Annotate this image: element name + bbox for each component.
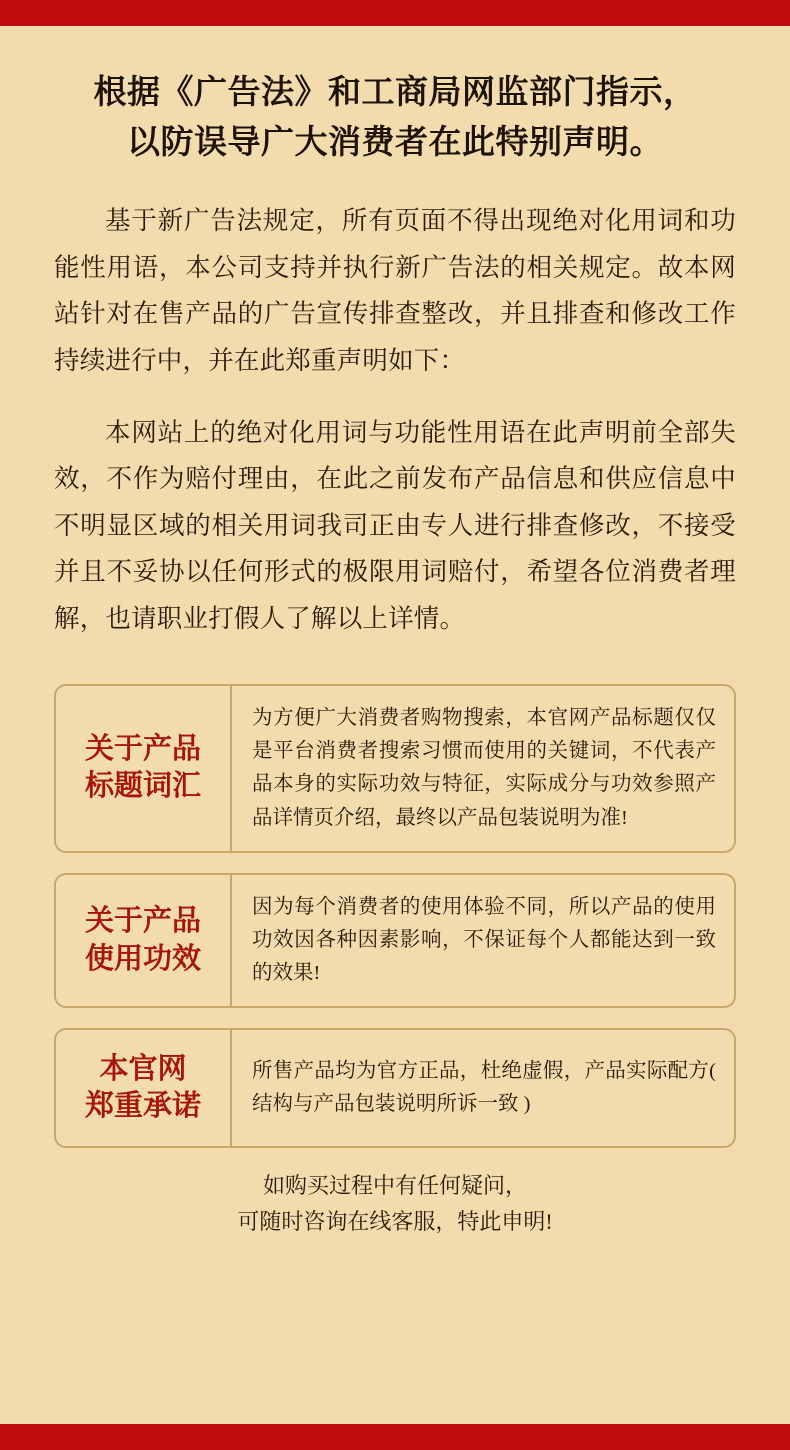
statement-card-list <box>54 684 736 1148</box>
card-title-line1: 关于产品 <box>84 732 201 765</box>
footer-note-line1: 如购买过程中有任何疑问， <box>262 1173 527 1199</box>
statement-paper <box>0 26 790 1424</box>
card-title <box>56 1030 232 1146</box>
card-title-line1: 关于产品 <box>84 904 201 937</box>
card-body-text: 为方便广大消费者购物搜索，本官网产品标题仅仅是平台消费者搜索习惯而使用的关键词，不代表产品本身的实际功效与特征，实际成分与功效参照产品详情页介绍，最终以产品包装说明为准! <box>252 706 716 829</box>
statement-paragraph-2: 本网站上的绝对化用词与功能性用语在此声明前全部失效，不作为赔付理由，在此之前发布产品信息和供应信息中不明显区域的相关用词我司正由专人进行排查修改，不接受并且不妥协以任何形式的极限用词赔付，希望各位消费者理解，也请职业打假人了解以上详情。 <box>54 417 736 633</box>
card-title-line2: 标题词汇 <box>84 770 201 803</box>
card-title-line2: 郑重承诺 <box>84 1090 201 1123</box>
footer-note <box>54 1168 736 1238</box>
footer-note-line2: 可随时咨询在线客服，特此申明! <box>237 1208 553 1234</box>
card-title <box>56 686 232 851</box>
statement-card-product-title <box>54 684 736 853</box>
page-title-line1: 根据《广告法》和工商局网监部门指示， <box>93 75 697 111</box>
card-title-line1: 本官网 <box>99 1052 187 1085</box>
statement-card-official-promise <box>54 1028 736 1148</box>
bottom-accent-bar <box>0 1424 790 1450</box>
card-title <box>56 875 232 1007</box>
card-body-text: 所售产品均为官方正品，杜绝虚假，产品实际配方( 结构与产品包装说明所诉一致 ) <box>252 1060 716 1116</box>
top-accent-bar <box>0 0 790 26</box>
statement-paragraph-1: 基于新广告法规定，所有页面不得出现绝对化用词和功能性用语，本公司支持并执行新广告法的相关规定。故本网站针对在售产品的广告宣传排查整改，并且排查和修改工作持续进行中，并在此郑重声明如下： <box>54 206 736 375</box>
card-title-line2: 使用功效 <box>84 942 201 975</box>
page-title <box>54 26 736 168</box>
card-body-text: 因为每个消费者的使用体验不同，所以产品的使用功效因各种因素影响，不保证每个人都能达到一致的效果! <box>252 895 716 985</box>
statement-card-product-efficacy <box>54 873 736 1009</box>
page-title-line2: 以防误导广大消费者在此特别声明。 <box>127 125 663 162</box>
